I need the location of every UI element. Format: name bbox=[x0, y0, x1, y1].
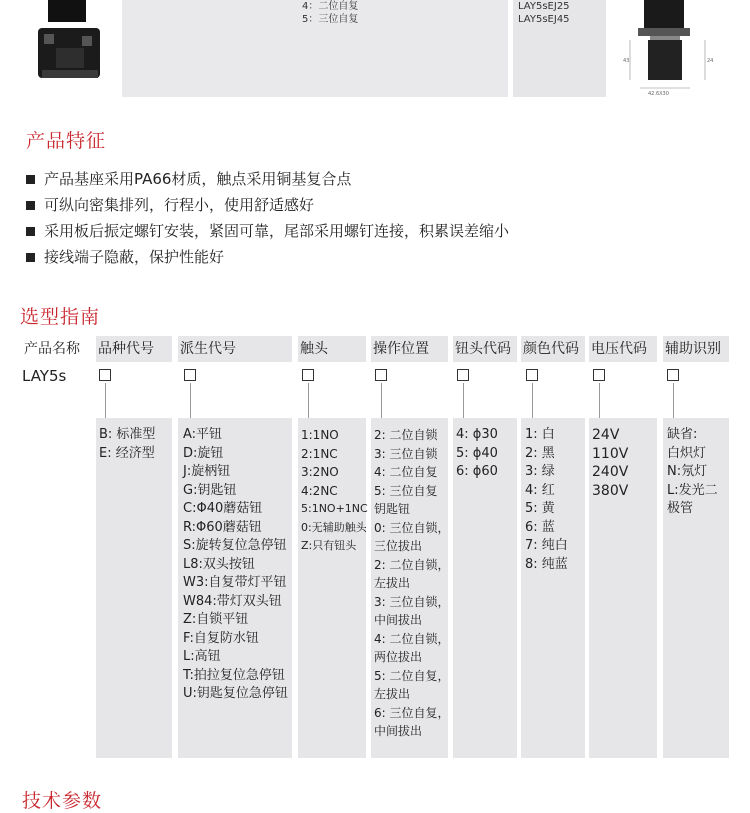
list-item: 3: 绿 bbox=[525, 464, 555, 479]
feature-list bbox=[26, 166, 509, 270]
option-item: 5：三位自复 bbox=[302, 14, 359, 25]
connector-line bbox=[381, 383, 382, 418]
color-code-checkbox[interactable] bbox=[526, 369, 538, 381]
bullet-square-icon bbox=[26, 253, 35, 262]
list-item: 6: 蓝 bbox=[525, 519, 555, 535]
list-item: 两位拔出 bbox=[374, 650, 423, 664]
list-item: 3: 三位自锁 bbox=[374, 446, 438, 461]
dim-label: 24 bbox=[707, 58, 714, 64]
list-item: 5: 黄 bbox=[525, 501, 555, 516]
header-position: 操作位置 bbox=[371, 336, 448, 362]
list-item: 4: 二位自锁， bbox=[374, 631, 450, 646]
list-item: U:钥匙复位急停钮 bbox=[183, 686, 288, 701]
list-item: 8: 纯蓝 bbox=[525, 556, 568, 572]
head-code-checkbox[interactable] bbox=[457, 369, 469, 381]
aux-list bbox=[667, 426, 718, 519]
head-code-list bbox=[456, 426, 498, 482]
bullet-square-icon bbox=[26, 201, 35, 210]
features-title: 产品特征 bbox=[26, 130, 107, 152]
variety-checkbox[interactable] bbox=[99, 369, 111, 381]
connector-line bbox=[190, 383, 191, 418]
connector-line bbox=[105, 383, 106, 418]
options-panel bbox=[122, 0, 508, 97]
list-item: 左拔出 bbox=[374, 576, 411, 590]
header-aux: 辅助识别 bbox=[663, 336, 729, 362]
list-item: 4: 二位自复 bbox=[374, 465, 438, 479]
list-item: J:旋柄钮 bbox=[183, 464, 231, 479]
list-item: 380V bbox=[592, 482, 629, 499]
bullet-square-icon bbox=[26, 227, 35, 236]
derived-list bbox=[183, 426, 288, 704]
list-item: 0: 三位自锁， bbox=[374, 520, 450, 535]
feature-item: 可纵向密集排列，行程小，使用舒适感好 bbox=[26, 192, 509, 218]
list-item: Z:只有钮头 bbox=[301, 539, 357, 552]
list-item: 3:2NO bbox=[301, 465, 339, 479]
connector-line bbox=[673, 383, 674, 418]
list-item: 2: 二位自锁 bbox=[374, 428, 438, 442]
list-item: 5: 三位自复 bbox=[374, 483, 438, 498]
connector-line bbox=[532, 383, 533, 418]
contacts-list bbox=[301, 426, 368, 556]
list-item: 1:1NO bbox=[301, 428, 339, 442]
list-item: 钥匙钮 bbox=[374, 502, 411, 516]
list-item: 5:1NO+1NC bbox=[301, 502, 368, 515]
header-color-code: 颜色代码 bbox=[521, 336, 585, 362]
header-variety: 品种代号 bbox=[96, 336, 172, 362]
list-item: 4:2NC bbox=[301, 483, 338, 498]
feature-item: 接线端子隐蔽，保护性能好 bbox=[26, 244, 509, 270]
dim-label: 43 bbox=[623, 58, 630, 64]
list-item: 6: ϕ60 bbox=[456, 464, 498, 479]
header-head-code: 钮头代码 bbox=[453, 336, 517, 362]
connector-line bbox=[463, 383, 464, 418]
list-item: 4: ϕ30 bbox=[456, 427, 498, 442]
list-item: 110V bbox=[592, 445, 629, 462]
product-value: LAY5s bbox=[22, 367, 67, 385]
list-item: 2: 二位自锁， bbox=[374, 557, 450, 572]
voltage-code-checkbox[interactable] bbox=[593, 369, 605, 381]
list-item: 三位拔出 bbox=[374, 539, 423, 553]
list-item: L:高钮 bbox=[183, 649, 221, 664]
list-item: T:拍拉复位急停钮 bbox=[183, 667, 285, 683]
feature-item: 产品基座采用PA66材质，触点采用铜基复合点 bbox=[26, 166, 509, 192]
models-panel bbox=[513, 0, 606, 97]
list-item: 5: 二位自复， bbox=[374, 668, 450, 683]
list-item: F:自复防水钮 bbox=[183, 630, 259, 646]
list-item: G:钥匙钮 bbox=[183, 482, 237, 498]
list-item: E: 经济型 bbox=[99, 445, 155, 461]
list-item: 1: 白 bbox=[525, 427, 555, 442]
tech-title: 技术参数 bbox=[22, 790, 103, 812]
dimension-drawing bbox=[620, 0, 725, 105]
list-item: 白炽灯 bbox=[667, 445, 707, 461]
list-item: 极管 bbox=[667, 501, 694, 516]
option-item: 4：二位自复 bbox=[302, 1, 359, 12]
list-item: 中间拔出 bbox=[374, 724, 423, 738]
list-item: 左拔出 bbox=[374, 687, 411, 701]
list-item: R:Φ60蘑菇钮 bbox=[183, 519, 262, 535]
list-item: 2:1NC bbox=[301, 446, 338, 461]
position-list bbox=[374, 426, 450, 741]
list-item: W84:带灯双头钮 bbox=[183, 593, 282, 609]
bullet-square-icon bbox=[26, 175, 35, 184]
guide-title: 选型指南 bbox=[20, 306, 101, 328]
feature-item: 采用板后振定螺钉安装，紧固可靠，尾部采用螺钉连接，积累误差缩小 bbox=[26, 218, 509, 244]
list-item: C:Φ40蘑菇钮 bbox=[183, 501, 263, 516]
list-item: 5: ϕ40 bbox=[456, 445, 498, 461]
variety-column bbox=[96, 418, 172, 758]
connector-line bbox=[599, 383, 600, 418]
list-item: 240V bbox=[592, 464, 629, 480]
list-item: 0:无辅助触头 bbox=[301, 520, 367, 534]
list-item: 中间拔出 bbox=[374, 613, 423, 627]
derived-checkbox[interactable] bbox=[184, 369, 196, 381]
aux-checkbox[interactable] bbox=[667, 369, 679, 381]
voltage-code-list bbox=[592, 426, 628, 500]
product-photo bbox=[38, 0, 110, 85]
list-item: 7: 纯白 bbox=[525, 538, 568, 553]
list-item: 3: 三位自锁， bbox=[374, 594, 450, 609]
dim-label: 42.6X30 bbox=[648, 91, 669, 97]
list-item: 4: 红 bbox=[525, 482, 555, 498]
list-item: L8:双头按钮 bbox=[183, 556, 255, 572]
header-contacts: 触头 bbox=[298, 336, 366, 362]
model-item: LAY5sEJ25 bbox=[518, 1, 570, 12]
list-item: N:氖灯 bbox=[667, 464, 708, 479]
list-item: B: 标准型 bbox=[99, 427, 156, 442]
list-item: Z:自锁平钮 bbox=[183, 612, 249, 627]
list-item: 缺省: bbox=[667, 427, 698, 442]
list-item: S:旋转复位急停钮 bbox=[183, 538, 287, 553]
model-item: LAY5sEJ45 bbox=[518, 14, 570, 25]
position-checkbox[interactable] bbox=[375, 369, 387, 381]
list-item: A:平钮 bbox=[183, 427, 223, 442]
contacts-checkbox[interactable] bbox=[302, 369, 314, 381]
header-voltage-code: 电压代码 bbox=[589, 336, 657, 362]
list-item: L:发光二 bbox=[667, 482, 718, 498]
product-name-label: 产品名称 bbox=[24, 341, 80, 357]
list-item: D:旋钮 bbox=[183, 445, 224, 461]
list-item: 24V bbox=[592, 427, 620, 443]
list-item: W3:自复带灯平钮 bbox=[183, 575, 287, 590]
header-derived: 派生代号 bbox=[178, 336, 292, 362]
list-item: 2: 黑 bbox=[525, 445, 555, 461]
connector-line bbox=[308, 383, 309, 418]
list-item: 6: 三位自复， bbox=[374, 705, 450, 720]
variety-list bbox=[99, 426, 155, 463]
color-code-list bbox=[525, 426, 568, 574]
